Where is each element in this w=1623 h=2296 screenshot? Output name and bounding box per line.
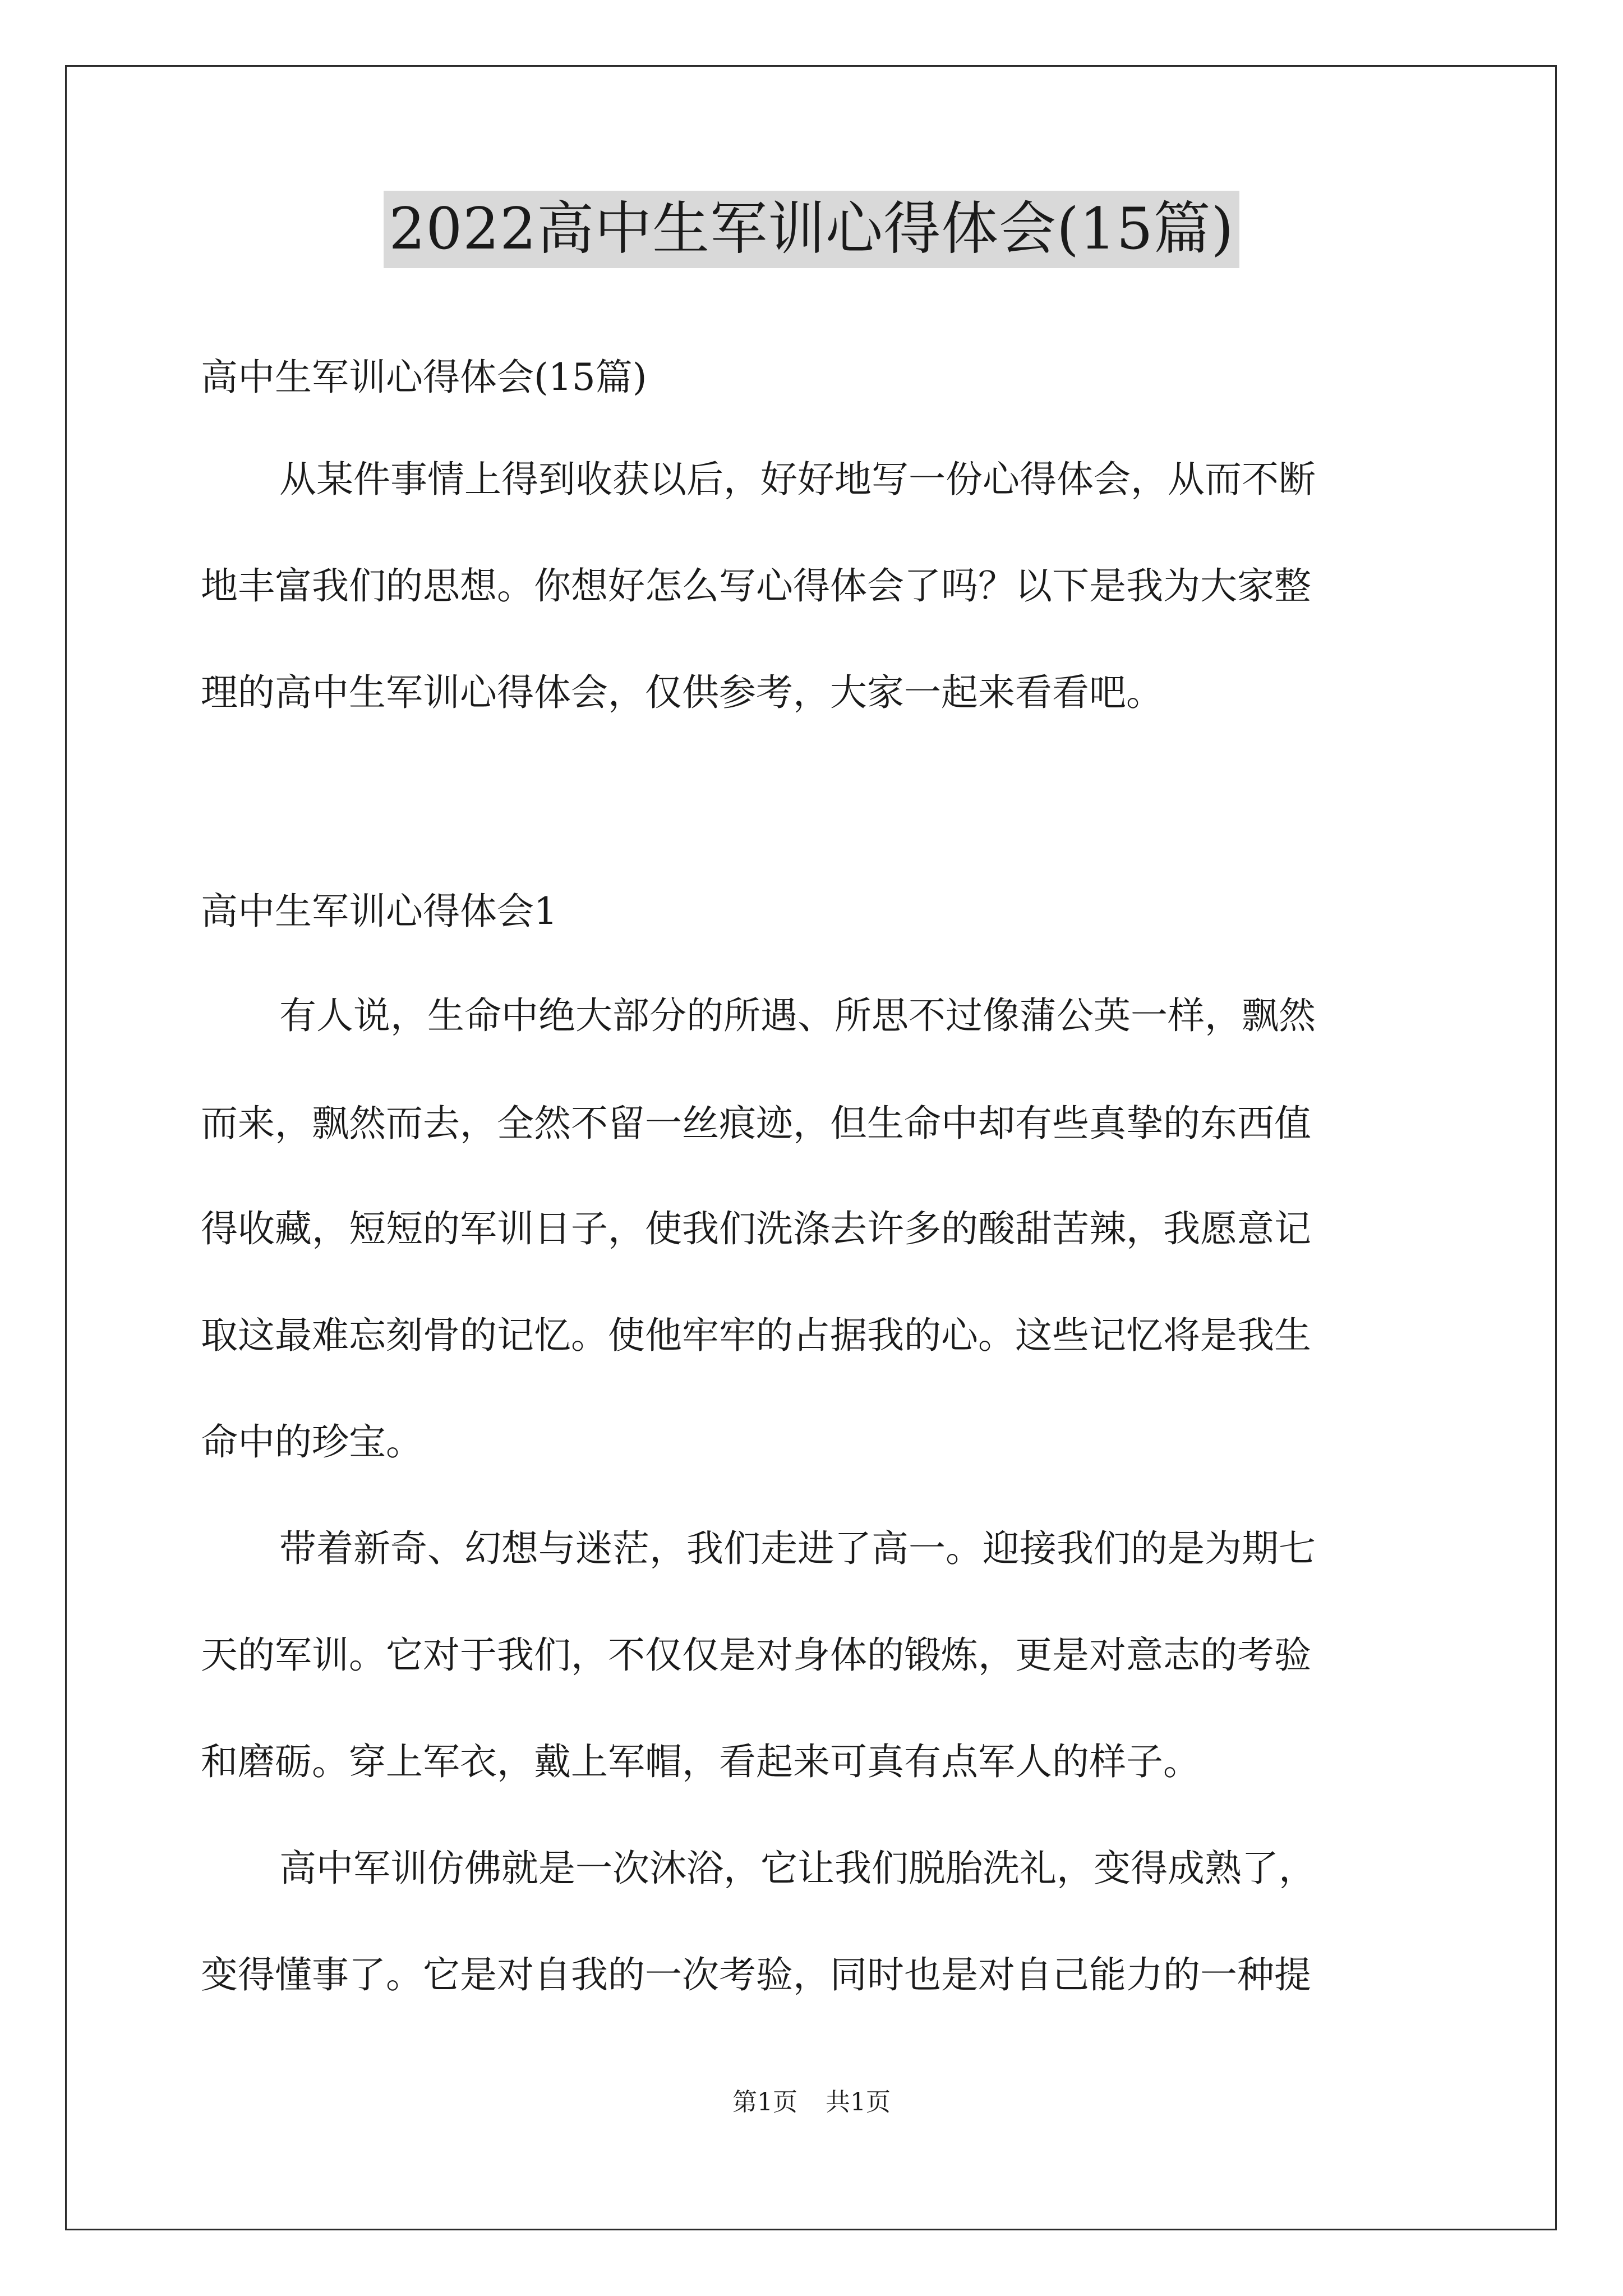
paragraph1-line-3: 得收藏，短短的军训日子，使我们洗涤去许多的酸甜苦辣，我愿意记 xyxy=(201,1207,1311,1250)
document-subtitle: 高中生军训心得体会(15篇) xyxy=(201,356,647,399)
paragraph3-line-1: 高中军训仿佛就是一次沐浴，它让我们脱胎洗礼，变得成熟了， xyxy=(279,1847,1316,1890)
paragraph3-line-2: 变得懂事了。它是对自我的一次考验，同时也是对自己能力的一种提 xyxy=(201,1953,1311,1996)
intro-line-1: 从某件事情上得到收获以后，好好地写一份心得体会，从而不断 xyxy=(279,458,1316,501)
page-number: 第1页 xyxy=(732,2088,797,2116)
intro-line-3: 理的高中生军训心得体会，仅供参考，大家一起来看看吧。 xyxy=(201,671,1163,714)
paragraph2-line-2: 天的军训。它对于我们，不仅仅是对身体的锻炼，更是对意志的考验 xyxy=(201,1634,1311,1677)
paragraph1-line-1: 有人说，生命中绝大部分的所遇、所思不过像蒲公英一样，飘然 xyxy=(279,994,1316,1037)
section-heading: 高中生军训心得体会1 xyxy=(201,890,557,933)
paragraph2-line-1: 带着新奇、幻想与迷茫，我们走进了高一。迎接我们的是为期七 xyxy=(279,1527,1316,1570)
page-footer xyxy=(0,2086,1623,2119)
document-title: 2022高中生军训心得体会(15篇) xyxy=(384,191,1240,268)
paragraph1-line-4: 取这最难忘刻骨的记忆。使他牢牢的占据我的心。这些记忆将是我生 xyxy=(201,1314,1311,1357)
paragraph1-line-5: 命中的珍宝。 xyxy=(201,1420,423,1464)
intro-line-2: 地丰富我们的思想。你想好怎么写心得体会了吗？以下是我为大家整 xyxy=(201,564,1311,608)
title-container xyxy=(0,191,1623,268)
paragraph1-line-2: 而来，飘然而去，全然不留一丝痕迹，但生命中却有些真挚的东西值 xyxy=(201,1102,1311,1145)
paragraph2-line-3: 和磨砺。穿上军衣，戴上军帽，看起来可真有点军人的样子。 xyxy=(201,1740,1200,1783)
page-total: 共1页 xyxy=(826,2088,891,2116)
